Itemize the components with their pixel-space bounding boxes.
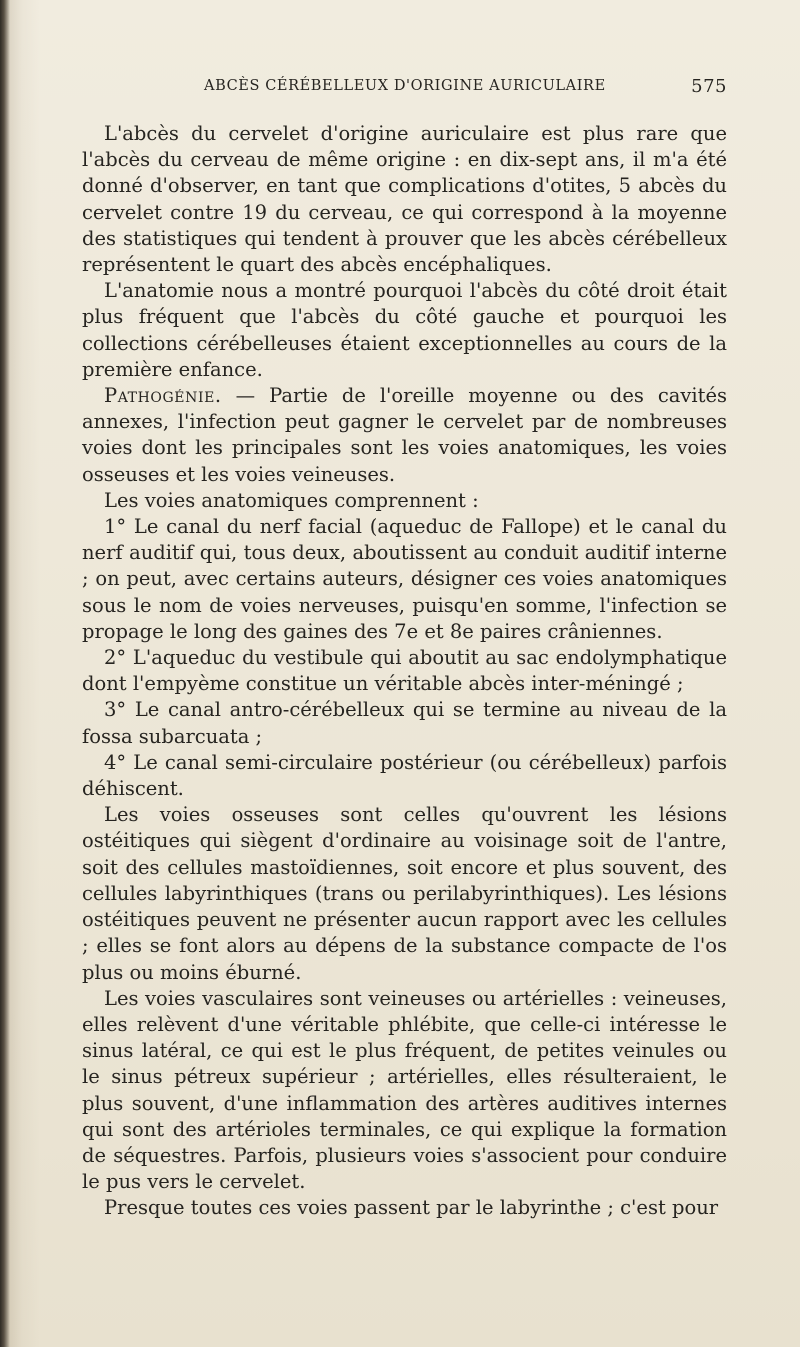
paragraph-5: Les voies osseuses sont celles qu'ouvrent les lésions ostéitiques qui siègent d'ordinaire au voisinage soit de l'antre, soit des cellules mastoïdiennes, soit encore et plus souvent, des cellules labyrinthiques (trans ou perilabyrinthiques). Les lésions ostéitiques peuvent ne présenter aucun rapport avec les cellules ; elles se font alors au dépens de la substance compacte de l'os plus ou moins éburné. — [82, 803, 727, 984]
paragraph-4: Les voies anatomiques comprennent : — [104, 488, 479, 512]
running-head: ABCÈS CÉRÉBELLEUX D'ORIGINE AURICULAIRE — [204, 78, 606, 94]
page-header — [82, 78, 727, 104]
paragraph-6: Les voies vasculaires sont veineuses ou artérielles : veineuses, elles relèvent d'une véritable phlébite, que celle-ci intéresse le sinus latéral, ce qui est le plus fréquent, de petites veinules ou le sinus pétreux supérieur ; artérielles, elles résulteraient, le plus souvent, d'une inflammation des artères auditives internes qui sont des artérioles terminales, ce qui explique la formation de séquestres. Parfois, plusieurs voies s'associent pour conduire le pus vers le cervelet. — [82, 986, 727, 1194]
list-item-1: 1° Le canal du nerf facial (aqueduc de Fallope) et le canal du nerf auditif qui, tous deux, aboutissent au conduit auditif interne ; on peut, avec certains auteurs, désigner ces voies anatomiques sous le nom de voies nerveuses, puisqu'en somme, l'infection se propage le long des gaines des 7e et 8e paires crâniennes. — [82, 515, 727, 643]
section-heading: Pathogénie. — [104, 384, 222, 408]
list-item-2: 2° L'aqueduc du vestibule qui aboutit au sac endolymphatique dont l'empyème constitue un véritable abcès inter-méningé ; — [82, 646, 727, 696]
paragraph-3-text: — Partie de l'oreille moyenne ou des cavités annexes, l'infection peut gagner le cervelet par de nombreuses voies dont les principales sont les voies anatomiques, les voies osseuses et les voies veineuses. — [82, 384, 728, 486]
page-number: 575 — [691, 76, 727, 97]
book-spine-shadow — [0, 0, 10, 1347]
body-text — [82, 121, 727, 1222]
paragraph-3 — [82, 383, 727, 488]
paragraph-2: L'anatomie nous a montré pourquoi l'abcès du côté droit était plus fréquent que l'abcès du côté gauche et pourquoi les collections cérébelleuses étaient exceptionnelles au cours de la première enfance. — [82, 279, 727, 381]
paragraph-1: L'abcès du cervelet d'origine auriculaire est plus rare que l'abcès du cerveau de même origine : en dix-sept ans, il m'a été donné d'observer, en tant que complications d'otites, 5 abcès du cervelet contre 19 du cerveau, ce qui correspond à la moyenne des statistiques qui tendent à prouver que les abcès cérébelleux représentent le quart des abcès encéphaliques. — [82, 122, 727, 277]
list-item-3: 3° Le canal antro-cérébelleux qui se termine au niveau de la fossa subarcuata ; — [82, 698, 727, 748]
paragraph-7: Presque toutes ces voies passent par le labyrinthe ; c'est pour — [104, 1196, 719, 1220]
list-item-4: 4° Le canal semi-circulaire postérieur (ou cérébelleux) parfois déhiscent. — [82, 750, 727, 801]
